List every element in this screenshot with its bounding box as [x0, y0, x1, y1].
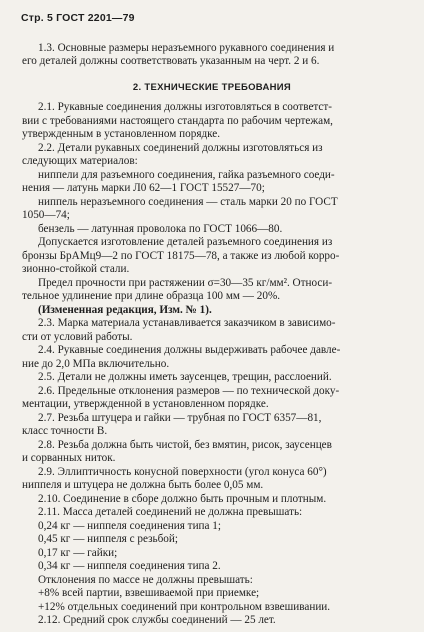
text-line: ние до 2,0 МПа включительно. — [22, 357, 170, 370]
text-line: 2.2. Детали рукавных соединений должны изготовляться из — [38, 141, 323, 154]
text-line: 0,17 кг — гайки; — [38, 546, 118, 559]
text-line: ниппеля и штуцера не должна быть более 0,05 мм. — [22, 479, 264, 491]
text-line: 2.5. Детали не должны иметь заусенцев, трещин, расслоений. — [38, 371, 332, 383]
text-line: 2.7. Резьба штуцера и гайки — трубная по ГОСТ 6357—81, — [38, 411, 322, 424]
text-line: 2.3. Марка материала устанавливается заказчиком в зависимо- — [38, 317, 336, 329]
text-line: тельное удлинение при длине образца 100 мм — 20%. — [22, 290, 281, 302]
text-line: его деталей должны соответствовать указанным на черт. 2 и 6. — [22, 55, 320, 67]
text-line: +12% отдельных соединений при контрольном взвешивании. — [38, 600, 331, 613]
text-line: утвержденным в установленном порядке. — [22, 128, 221, 140]
text-line: Предел прочности при растяжении σ=30—35 кг/мм². Относи- — [38, 276, 333, 289]
text-line: 2.6. Предельные отклонения размеров — по технической доку- — [38, 384, 340, 397]
text-line: 2.11. Масса деталей соединений не должна превышать: — [38, 506, 303, 518]
text-line: сти от условий работы. — [22, 330, 133, 343]
text-line: 2.4. Рукавные соединения должны выдерживать рабочее давле- — [38, 344, 341, 356]
section-title: 2. ТЕХНИЧЕСКИЕ ТРЕБОВАНИЯ — [132, 82, 292, 93]
text-line: следующих материалов: — [22, 155, 138, 167]
text-line: 2.9. Эллиптичность конусной поверхности (угол конуса 60°) — [38, 465, 327, 478]
text-line: +8% всей партии, взвешиваемой при приемке; — [38, 587, 260, 599]
text-line: 0,34 кг — ниппеля соединения типа 2. — [38, 560, 221, 572]
text-line: зионно-стойкой стали. — [22, 263, 130, 275]
text-line: (Измененная редакция, Изм. № 1). — [38, 303, 212, 316]
text-line-last: 2.12. Средний срок службы соединений — 25 лет. — [38, 614, 276, 626]
text-line: Отклонения по массе не должны превышать: — [38, 573, 253, 586]
text-line: ниппель неразъемного соединения — сталь марки 20 по ГОСТ — [38, 195, 338, 208]
text-line: 2.1. Рукавные соединения должны изготовляться в соответст- — [38, 101, 333, 113]
text-line: 1050—74; — [22, 209, 70, 221]
text-line: ниппели для разъемного соединения, гайка разъемного соеди- — [38, 168, 335, 181]
text-line: бензель — латунная проволока по ГОСТ 1066—80. — [38, 222, 283, 235]
text-line: 1.3. Основные размеры неразъемного рукавного соединения и — [38, 42, 335, 54]
text-line: 2.8. Резьба должна быть чистой, без вмятин, рисок, заусенцев — [38, 438, 332, 451]
page-header: Стр. 5 ГОСТ 2201—79 — [21, 12, 135, 24]
text-line: 0,24 кг — ниппеля соединения типа 1; — [38, 519, 222, 532]
text-line: 0,45 кг — ниппеля с резьбой; — [38, 533, 178, 545]
text-line: ментации, утвержденной в установленном порядке. — [22, 398, 269, 410]
text-line: и сорванных ниток. — [22, 452, 116, 464]
text-line: Допускается изготовление деталей разъемного соединения из — [38, 236, 333, 248]
text-line: 2.10. Соединение в сборе должно быть прочным и плотным. — [38, 492, 327, 505]
text-line: вии с требованиями настоящего стандарта по рабочим чертежам, — [22, 114, 333, 127]
text-line: нения — латунь марки Л0 62—1 ГОСТ 15527—70; — [22, 182, 265, 194]
text-line: бронзы БрАМц9—2 по ГОСТ 18175—78, а также из любой корро- — [22, 249, 340, 262]
text-line: класс точности В. — [22, 425, 108, 437]
